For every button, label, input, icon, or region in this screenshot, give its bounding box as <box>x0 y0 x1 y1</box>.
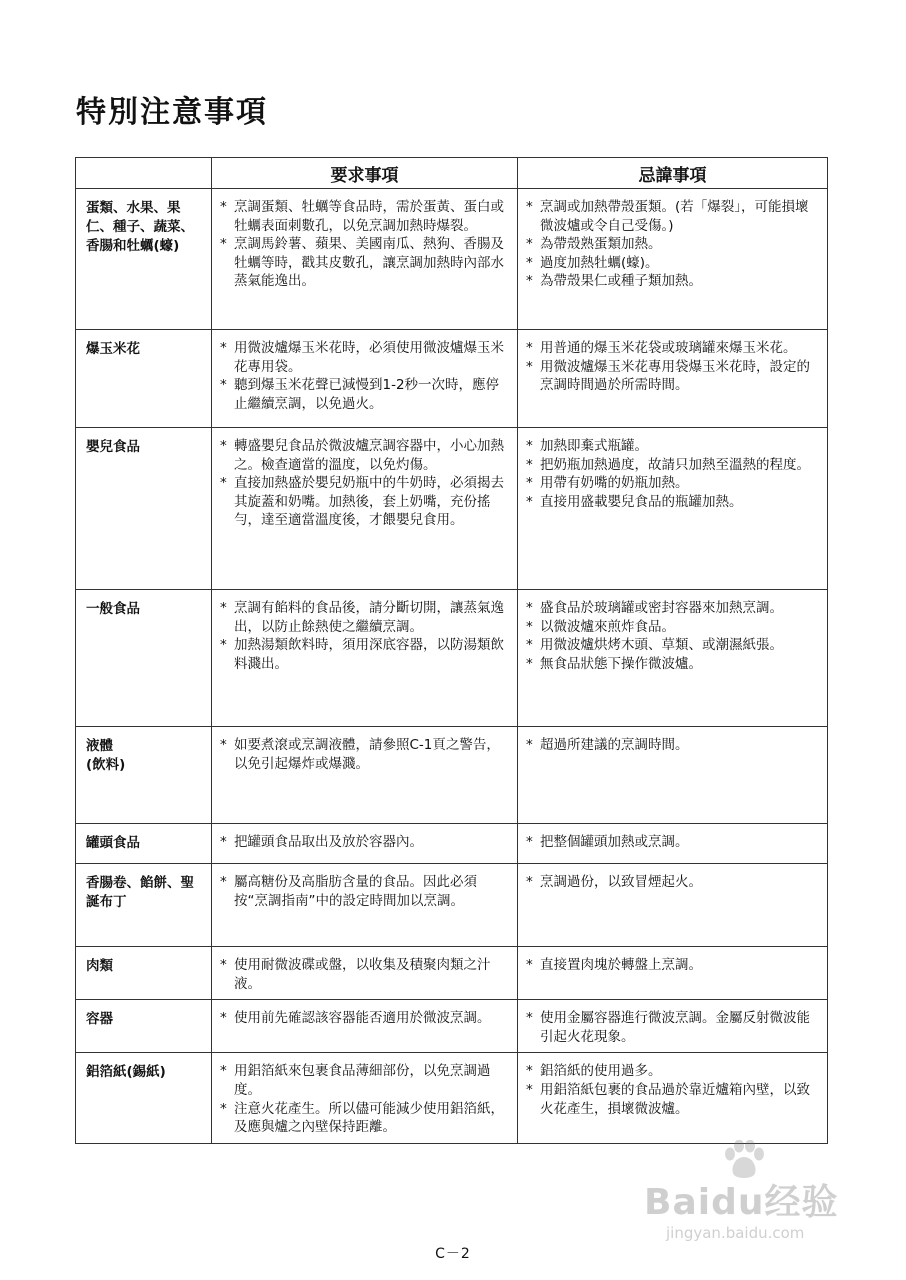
bullet-asterisk: * <box>220 1063 227 1080</box>
row-category: 嬰兒食品 <box>76 428 212 590</box>
table-row <box>76 947 828 1000</box>
bullet-asterisk: * <box>526 456 533 473</box>
row-prohibitions <box>518 727 828 824</box>
requirement-text: 轉盛嬰兒食品於微波爐烹調容器中，小心加熱之。檢查適當的溫度，以免灼傷。 <box>234 438 504 473</box>
bullet-asterisk: * <box>526 438 533 454</box>
row-category: 液體 (飲料) <box>76 727 212 824</box>
bullet-asterisk: * <box>220 438 227 454</box>
baidu-watermark <box>644 1140 844 1250</box>
requirements-list <box>220 956 507 993</box>
bullet-asterisk: * <box>526 618 533 635</box>
bullet-asterisk: * <box>526 236 533 253</box>
requirements-list <box>220 1009 507 1028</box>
row-category: 鋁箔紙(錫紙) <box>76 1053 212 1143</box>
prohibition-text: 為帶殼熟蛋類加熱。 <box>540 236 662 253</box>
prohibition-text: 用鋁箔紙包裹的食品過於靠近爐箱內壁，以致火花產生，損壞微波爐。 <box>540 1081 810 1117</box>
prohibition-item <box>526 736 817 755</box>
prohibition-item <box>526 272 817 291</box>
row-requirements <box>212 1000 518 1053</box>
requirement-text: 使用耐微波碟或盤，以收集及積聚肉類之汁液。 <box>234 957 491 992</box>
bullet-asterisk: * <box>526 1063 533 1080</box>
table-row <box>76 727 828 824</box>
bullet-asterisk: * <box>526 199 533 215</box>
requirement-item <box>220 636 507 673</box>
requirement-item <box>220 873 507 910</box>
bullet-asterisk: * <box>526 254 533 271</box>
prohibition-text: 鋁箔紙的使用過多。 <box>540 1063 662 1080</box>
requirement-item <box>220 599 507 636</box>
bullet-asterisk: * <box>220 600 227 616</box>
table-row <box>76 1053 828 1143</box>
row-prohibitions <box>518 1000 828 1053</box>
requirement-item <box>220 833 507 852</box>
row-category: 罐頭食品 <box>76 824 212 864</box>
prohibition-item <box>526 833 817 852</box>
bullet-asterisk: * <box>220 1010 227 1027</box>
prohibitions-list <box>526 736 817 755</box>
row-prohibitions <box>518 864 828 947</box>
row-category: 爆玉米花 <box>76 330 212 428</box>
watermark-brand: Baidu经验 <box>644 1182 839 1223</box>
bullet-asterisk: * <box>526 600 533 616</box>
prohibition-item <box>526 956 817 975</box>
table-row <box>76 1000 828 1053</box>
prohibition-item <box>526 339 817 358</box>
header-requirements: 要求事項 <box>212 158 518 189</box>
requirement-text: 烹調馬鈴薯、蘋果、美國南瓜、熱狗、香腸及牡蠣等時，戳其皮數孔，讓烹調加熱時內部水蒸氣能逸出。 <box>234 236 504 290</box>
prohibition-item <box>526 1081 817 1118</box>
bullet-asterisk: * <box>526 358 533 375</box>
header-category <box>76 158 212 189</box>
bullet-asterisk: * <box>526 493 533 510</box>
prohibitions-list <box>526 956 817 975</box>
row-prohibitions <box>518 824 828 864</box>
requirement-item <box>220 736 507 773</box>
bullet-asterisk: * <box>526 957 533 973</box>
page-title: 特別注意事項 <box>76 95 268 130</box>
bullet-asterisk: * <box>526 1081 533 1098</box>
requirement-item <box>220 437 507 474</box>
bullet-asterisk: * <box>526 475 533 492</box>
requirement-item <box>220 1062 507 1099</box>
prohibition-text: 用微波爐烘烤木頭、草類、或潮濕紙張。 <box>540 637 783 654</box>
requirements-list <box>220 198 507 291</box>
prohibition-item <box>526 456 817 475</box>
prohibition-item <box>526 198 817 235</box>
requirement-text: 把罐頭食品取出及放於容器內。 <box>234 834 423 850</box>
watermark-url: jingyan.baidu.com <box>666 1224 805 1242</box>
requirements-list <box>220 437 507 530</box>
prohibition-item <box>526 358 817 395</box>
row-requirements <box>212 824 518 864</box>
prohibitions-list <box>526 1062 817 1118</box>
requirement-text: 用鋁箔紙來包裹食品薄細部份，以免烹調過度。 <box>234 1063 491 1098</box>
row-requirements <box>212 590 518 727</box>
prohibition-item <box>526 655 817 674</box>
table-row <box>76 330 828 428</box>
bullet-asterisk: * <box>220 1100 227 1117</box>
bullet-asterisk: * <box>220 637 227 654</box>
requirement-item <box>220 474 507 530</box>
bullet-asterisk: * <box>220 340 227 356</box>
bullet-asterisk: * <box>220 236 227 253</box>
row-prohibitions <box>518 947 828 1000</box>
requirements-list <box>220 339 507 413</box>
bullet-asterisk: * <box>220 199 227 215</box>
table-header-row <box>76 158 828 189</box>
table-row <box>76 864 828 947</box>
prohibitions-list <box>526 833 817 852</box>
requirement-text: 聽到爆玉米花聲已減慢到1-2秒一次時，應停止繼續烹調，以免過火。 <box>234 377 500 412</box>
prohibition-text: 用微波爐爆玉米花專用袋爆玉米花時，設定的烹調時間過於所需時間。 <box>540 358 810 394</box>
requirement-text: 加熱湯類飲料時，須用深底容器，以防湯類飲料濺出。 <box>234 637 504 672</box>
prohibitions-list <box>526 339 817 395</box>
prohibition-text: 把整個罐頭加熱或烹調。 <box>540 834 689 850</box>
requirements-list <box>220 1062 507 1136</box>
table-row <box>76 590 828 727</box>
prohibition-text: 過度加熱牡蠣(蠔)。 <box>540 254 659 271</box>
requirements-list <box>220 833 507 852</box>
prohibition-text: 盛食品於玻璃罐或密封容器來加熱烹調。 <box>540 600 783 616</box>
bullet-asterisk: * <box>220 377 227 394</box>
bullet-asterisk: * <box>526 737 533 753</box>
prohibition-item <box>526 599 817 618</box>
requirement-item <box>220 339 507 376</box>
row-category: 一般食品 <box>76 590 212 727</box>
prohibition-text: 烹調或加熱帶殼蛋類。(若「爆裂」，可能損壞微波爐或令自己受傷。) <box>540 199 809 234</box>
requirement-text: 用微波爐爆玉米花時，必須使用微波爐爆玉米花專用袋。 <box>234 340 504 375</box>
bullet-asterisk: * <box>526 1010 533 1027</box>
prohibitions-list <box>526 437 817 511</box>
requirement-text: 使用前先確認該容器能否適用於微波烹調。 <box>234 1010 491 1027</box>
bullet-asterisk: * <box>526 340 533 356</box>
bullet-asterisk: * <box>526 273 533 290</box>
table-row <box>76 428 828 590</box>
row-requirements <box>212 1053 518 1143</box>
prohibition-text: 以微波爐來煎炸食品。 <box>540 618 675 635</box>
bullet-asterisk: * <box>220 874 227 890</box>
prohibition-text: 加熱即棄式瓶罐。 <box>540 438 648 454</box>
row-requirements <box>212 947 518 1000</box>
prohibition-item <box>526 493 817 512</box>
prohibition-item <box>526 1009 817 1046</box>
row-requirements <box>212 189 518 330</box>
requirement-text: 烹調蛋類、牡蠣等食品時，需於蛋黃、蛋白或牡蠣表面刺數孔，以免烹調加熱時爆裂。 <box>234 199 504 234</box>
prohibition-item <box>526 873 817 892</box>
prohibition-item <box>526 618 817 637</box>
prohibition-text: 直接置肉塊於轉盤上烹調。 <box>540 957 702 973</box>
row-prohibitions <box>518 189 828 330</box>
requirement-text: 注意火花產生。所以儘可能減少使用鋁箔紙，及應與爐之內壁保持距離。 <box>234 1100 504 1136</box>
table-body <box>76 189 828 1144</box>
prohibition-text: 超過所建議的烹調時間。 <box>540 737 689 753</box>
bullet-asterisk: * <box>220 475 227 492</box>
prohibition-text: 使用金屬容器進行微波烹調。金屬反射微波能引起火花現象。 <box>540 1010 810 1045</box>
prohibitions-list <box>526 599 817 673</box>
row-prohibitions <box>518 428 828 590</box>
requirement-item <box>220 1100 507 1137</box>
page-number: C－2 <box>435 1246 471 1262</box>
prohibition-text: 直接用盛載嬰兒食品的瓶罐加熱。 <box>540 493 743 510</box>
prohibition-text: 無食品狀態下操作微波爐。 <box>540 655 702 672</box>
row-category: 蛋類、水果、果仁、種子、蔬菜、香腸和牡蠣(蠔) <box>76 189 212 330</box>
bullet-asterisk: * <box>220 737 227 753</box>
table-row <box>76 189 828 330</box>
prohibition-item <box>526 1062 817 1081</box>
requirements-list <box>220 873 507 910</box>
requirement-item <box>220 1009 507 1028</box>
requirement-item <box>220 376 507 413</box>
prohibitions-list <box>526 1009 817 1046</box>
requirements-list <box>220 736 507 773</box>
prohibition-text: 把奶瓶加熱過度，故請只加熱至溫熱的程度。 <box>540 456 810 473</box>
row-category: 容器 <box>76 1000 212 1053</box>
prohibition-item <box>526 235 817 254</box>
requirement-text: 屬高糖份及高脂肪含量的食品。因此必須按“烹調指南”中的設定時間加以烹調。 <box>234 874 477 909</box>
row-requirements <box>212 727 518 824</box>
requirement-item <box>220 235 507 291</box>
special-notice-table <box>75 157 828 1144</box>
table-row <box>76 824 828 864</box>
requirement-text: 如要煮滾或烹調液體，請參照C-1頁之警告，以免引起爆炸或爆濺。 <box>234 737 500 772</box>
bullet-asterisk: * <box>526 834 533 850</box>
row-requirements <box>212 428 518 590</box>
bullet-asterisk: * <box>220 834 227 850</box>
prohibition-item <box>526 254 817 273</box>
row-requirements <box>212 330 518 428</box>
row-prohibitions <box>518 330 828 428</box>
header-prohibitions: 忌諱事項 <box>518 158 828 189</box>
prohibition-text: 用普通的爆玉米花袋或玻璃罐來爆玉米花。 <box>540 340 797 356</box>
row-prohibitions <box>518 590 828 727</box>
row-prohibitions <box>518 1053 828 1143</box>
prohibition-text: 用帶有奶嘴的奶瓶加熱。 <box>540 475 689 492</box>
prohibition-item <box>526 437 817 456</box>
prohibition-item <box>526 474 817 493</box>
requirements-list <box>220 599 507 673</box>
row-category: 香腸卷、餡餅、聖誕布丁 <box>76 864 212 947</box>
bullet-asterisk: * <box>526 874 533 890</box>
prohibition-text: 烹調過份，以致冒煙起火。 <box>540 874 702 890</box>
requirement-text: 直接加熱盛於嬰兒奶瓶中的牛奶時，必須揭去其旋蓋和奶嘴。加熱後，套上奶嘴，充份搖勻，達至適當溫度後，才餵嬰兒食用。 <box>234 475 504 529</box>
requirement-item <box>220 956 507 993</box>
row-category: 肉類 <box>76 947 212 1000</box>
prohibitions-list <box>526 198 817 291</box>
prohibition-item <box>526 636 817 655</box>
bullet-asterisk: * <box>526 655 533 672</box>
bullet-asterisk: * <box>526 637 533 654</box>
row-requirements <box>212 864 518 947</box>
bullet-asterisk: * <box>220 957 227 973</box>
prohibitions-list <box>526 873 817 892</box>
prohibition-text: 為帶殼果仁或種子類加熱。 <box>540 273 702 290</box>
requirement-item <box>220 198 507 235</box>
requirement-text: 烹調有餡料的食品後，請分斷切開，讓蒸氣逸出，以防止餘熱使之繼續烹調。 <box>234 600 504 635</box>
